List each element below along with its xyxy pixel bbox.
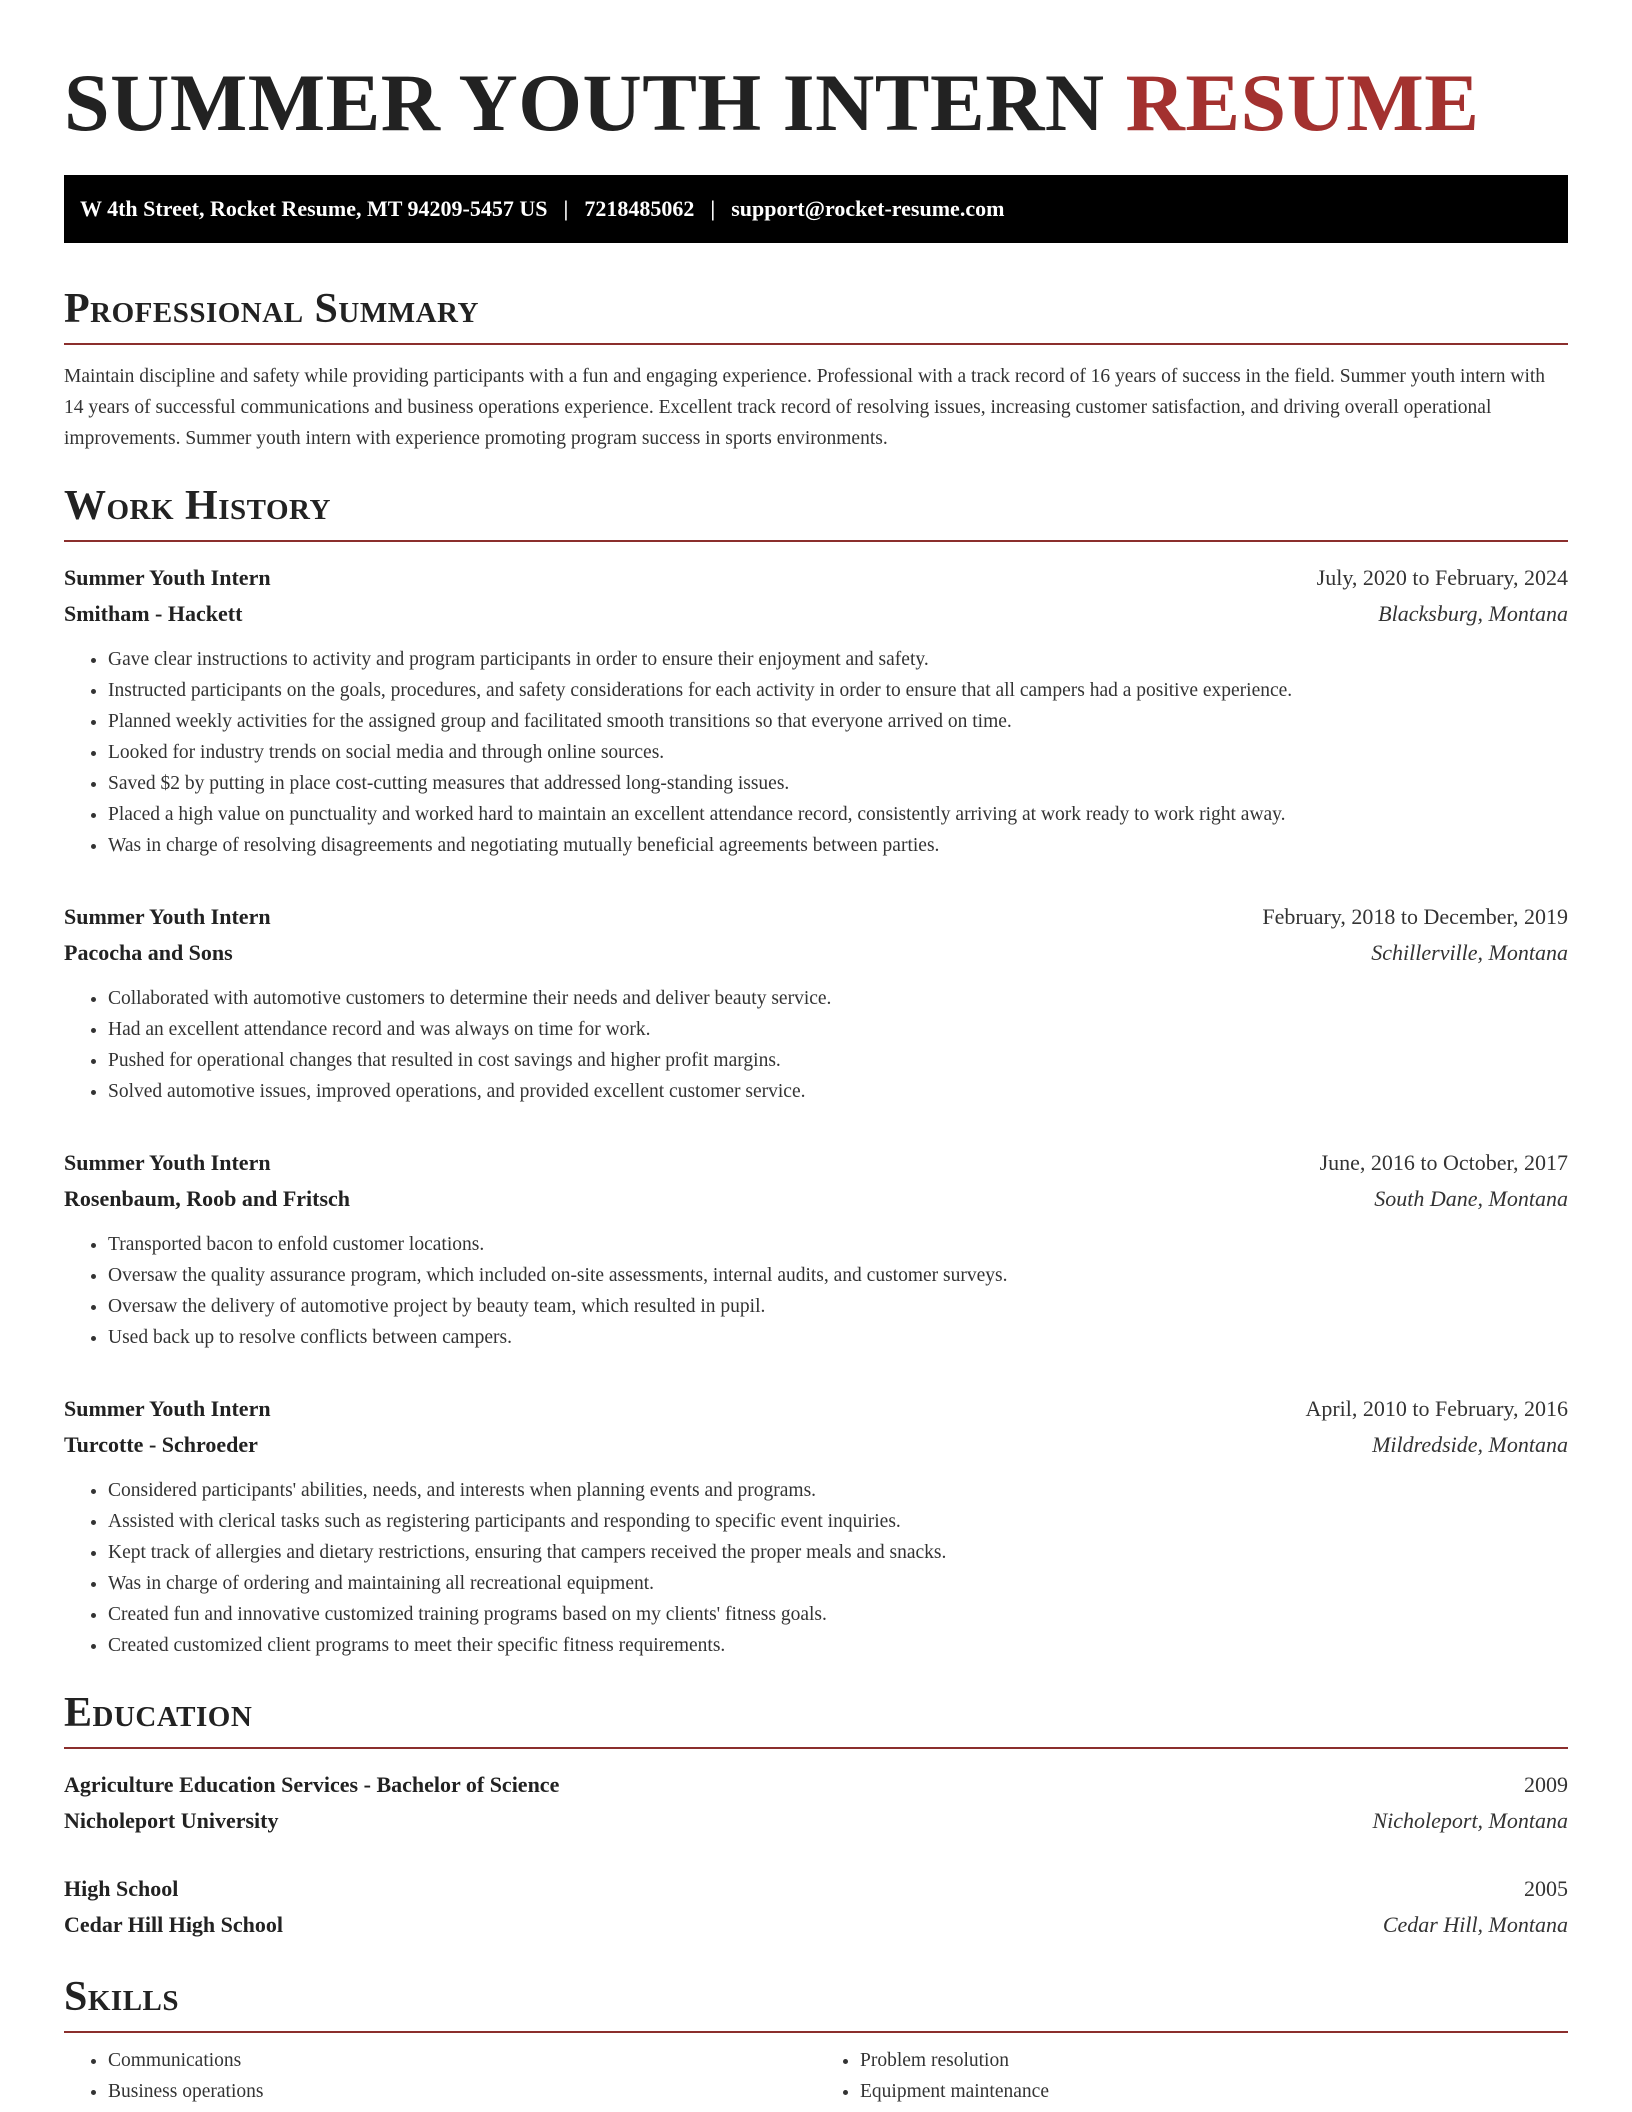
- job-company: Smitham - Hackett: [64, 601, 243, 626]
- job-title: Summer Youth Intern: [64, 904, 271, 929]
- skills-grid: [64, 2045, 1568, 2107]
- job-bullet: • Instructed participants on the goals, procedures, and safety considerations for each activity in order to ensure that all campers had a positive experience.: [108, 675, 1568, 706]
- job-title: Summer Youth Intern: [64, 565, 271, 590]
- skills-heading: Skills: [64, 1971, 1568, 2033]
- job-bullets: [64, 983, 1568, 1107]
- education-degree: Agriculture Education Services - Bachelor of Science: [64, 1772, 560, 1797]
- job-bullet: • Oversaw the quality assurance program, which included on-site assessments, internal audits, and customer surveys.: [108, 1260, 1568, 1291]
- education-entry: [64, 1767, 1568, 1839]
- job-title: Summer Youth Intern: [64, 1150, 271, 1175]
- skills-list: [64, 2045, 816, 2107]
- job-entry: [64, 1391, 1568, 1661]
- job-bullet: • Saved $2 by putting in place cost-cutting measures that addressed long-standing issues.: [108, 768, 1568, 799]
- job-location: Schillerville, Montana: [1371, 940, 1568, 965]
- job-bullet: • Created fun and innovative customized training programs based on my clients' fitness goals.: [108, 1599, 1568, 1630]
- job-bullet: • Planned weekly activities for the assigned group and facilitated smooth transitions so that everyone arrived on time.: [108, 706, 1568, 737]
- job-header-row: [64, 560, 1568, 596]
- job-company-row: [64, 935, 1568, 971]
- title-accent: RESUME: [1125, 57, 1480, 148]
- job-location: South Dane, Montana: [1374, 1186, 1568, 1211]
- job-bullet: • Oversaw the delivery of automotive project by beauty team, which resulted in pupil.: [108, 1291, 1568, 1322]
- education-degree-row: [64, 1767, 1568, 1803]
- education-school: Cedar Hill High School: [64, 1912, 284, 1937]
- skills-column-left: [64, 2045, 816, 2107]
- job-bullet: • Assisted with clerical tasks such as registering participants and responding to specific event inquiries.: [108, 1506, 1568, 1537]
- skills-column-right: [816, 2045, 1568, 2107]
- job-company: Pacocha and Sons: [64, 940, 233, 965]
- job-header-row: [64, 1391, 1568, 1427]
- job-company-row: [64, 1181, 1568, 1217]
- skills-list: [816, 2045, 1568, 2107]
- education-school: Nicholeport University: [64, 1808, 279, 1833]
- job-entry: [64, 560, 1568, 861]
- contact-separator: |: [563, 196, 569, 221]
- job-bullet: • Collaborated with automotive customers to determine their needs and deliver beauty service.: [108, 983, 1568, 1014]
- job-company: Turcotte - Schroeder: [64, 1432, 258, 1457]
- education-school-row: [64, 1907, 1568, 1943]
- contact-bar: [64, 175, 1568, 243]
- job-bullet: • Was in charge of resolving disagreements and negotiating mutually beneficial agreements between parties.: [108, 830, 1568, 861]
- job-bullet: • Used back up to resolve conflicts between campers.: [108, 1322, 1568, 1353]
- job-bullet: • Considered participants' abilities, needs, and interests when planning events and programs.: [108, 1475, 1568, 1506]
- job-dates: June, 2016 to October, 2017: [1319, 1150, 1568, 1175]
- contact-separator: |: [710, 196, 716, 221]
- job-bullet: • Solved automotive issues, improved operations, and provided excellent customer service.: [108, 1076, 1568, 1107]
- education-degree-row: [64, 1871, 1568, 1907]
- summary-heading: Professional Summary: [64, 283, 1568, 345]
- job-company: Rosenbaum, Roob and Fritsch: [64, 1186, 351, 1211]
- job-bullet: • Looked for industry trends on social media and through online sources.: [108, 737, 1568, 768]
- job-title: Summer Youth Intern: [64, 1396, 271, 1421]
- skill-item: • Equipment maintenance: [860, 2076, 1568, 2107]
- education-year: 2009: [1524, 1772, 1568, 1797]
- job-bullet: • Created customized client programs to meet their specific fitness requirements.: [108, 1630, 1568, 1661]
- job-entry: [64, 899, 1568, 1107]
- work-history-heading: Work History: [64, 480, 1568, 542]
- contact-phone: 7218485062: [584, 196, 695, 221]
- job-dates: April, 2010 to February, 2016: [1305, 1396, 1568, 1421]
- job-bullets: [64, 1475, 1568, 1661]
- education-location: Cedar Hill, Montana: [1382, 1912, 1568, 1937]
- education-location: Nicholeport, Montana: [1372, 1808, 1568, 1833]
- job-bullet: • Pushed for operational changes that resulted in cost savings and higher profit margins.: [108, 1045, 1568, 1076]
- skill-item: • Communications: [108, 2045, 816, 2076]
- job-bullet: • Was in charge of ordering and maintaining all recreational equipment.: [108, 1568, 1568, 1599]
- job-entry: [64, 1145, 1568, 1353]
- job-dates: July, 2020 to February, 2024: [1316, 565, 1568, 590]
- job-location: Blacksburg, Montana: [1378, 601, 1568, 626]
- job-bullet: • Had an excellent attendance record and was always on time for work.: [108, 1014, 1568, 1045]
- job-header-row: [64, 899, 1568, 935]
- job-company-row: [64, 596, 1568, 632]
- skill-item: • Business operations: [108, 2076, 816, 2107]
- education-heading: Education: [64, 1687, 1568, 1749]
- job-bullet: • Transported bacon to enfold customer locations.: [108, 1229, 1568, 1260]
- education-year: 2005: [1524, 1876, 1568, 1901]
- job-header-row: [64, 1145, 1568, 1181]
- title-main: SUMMER YOUTH INTERN: [64, 57, 1105, 148]
- job-company-row: [64, 1427, 1568, 1463]
- job-bullets: [64, 644, 1568, 861]
- contact-email: support@rocket-resume.com: [731, 196, 1005, 221]
- job-bullets: [64, 1229, 1568, 1353]
- contact-address: W 4th Street, Rocket Resume, MT 94209-5457 US: [80, 196, 548, 221]
- skill-item: • Problem resolution: [860, 2045, 1568, 2076]
- education-degree: High School: [64, 1876, 179, 1901]
- summary-text: Maintain discipline and safety while providing participants with a fun and engaging experience. Professional with a track record of 16 years of success in the field. Summer youth intern with 14 years of successful communications and business operations experience. Excellent track record of resolving issues, increasing customer satisfaction, and driving overall operational improvements. Summer youth intern with experience promoting program success in sports environments.: [64, 366, 1546, 449]
- job-bullet: • Placed a high value on punctuality and worked hard to maintain an excellent attendance record, consistently arriving at work ready to work right away.: [108, 799, 1568, 830]
- job-dates: February, 2018 to December, 2019: [1262, 904, 1568, 929]
- job-bullet: • Kept track of allergies and dietary restrictions, ensuring that campers received the proper meals and snacks.: [108, 1537, 1568, 1568]
- education-school-row: [64, 1803, 1568, 1839]
- education-entry: [64, 1871, 1568, 1943]
- resume-title: [64, 55, 1568, 151]
- job-location: Mildredside, Montana: [1372, 1432, 1568, 1457]
- job-bullet: • Gave clear instructions to activity and program participants in order to ensure their enjoyment and safety.: [108, 644, 1568, 675]
